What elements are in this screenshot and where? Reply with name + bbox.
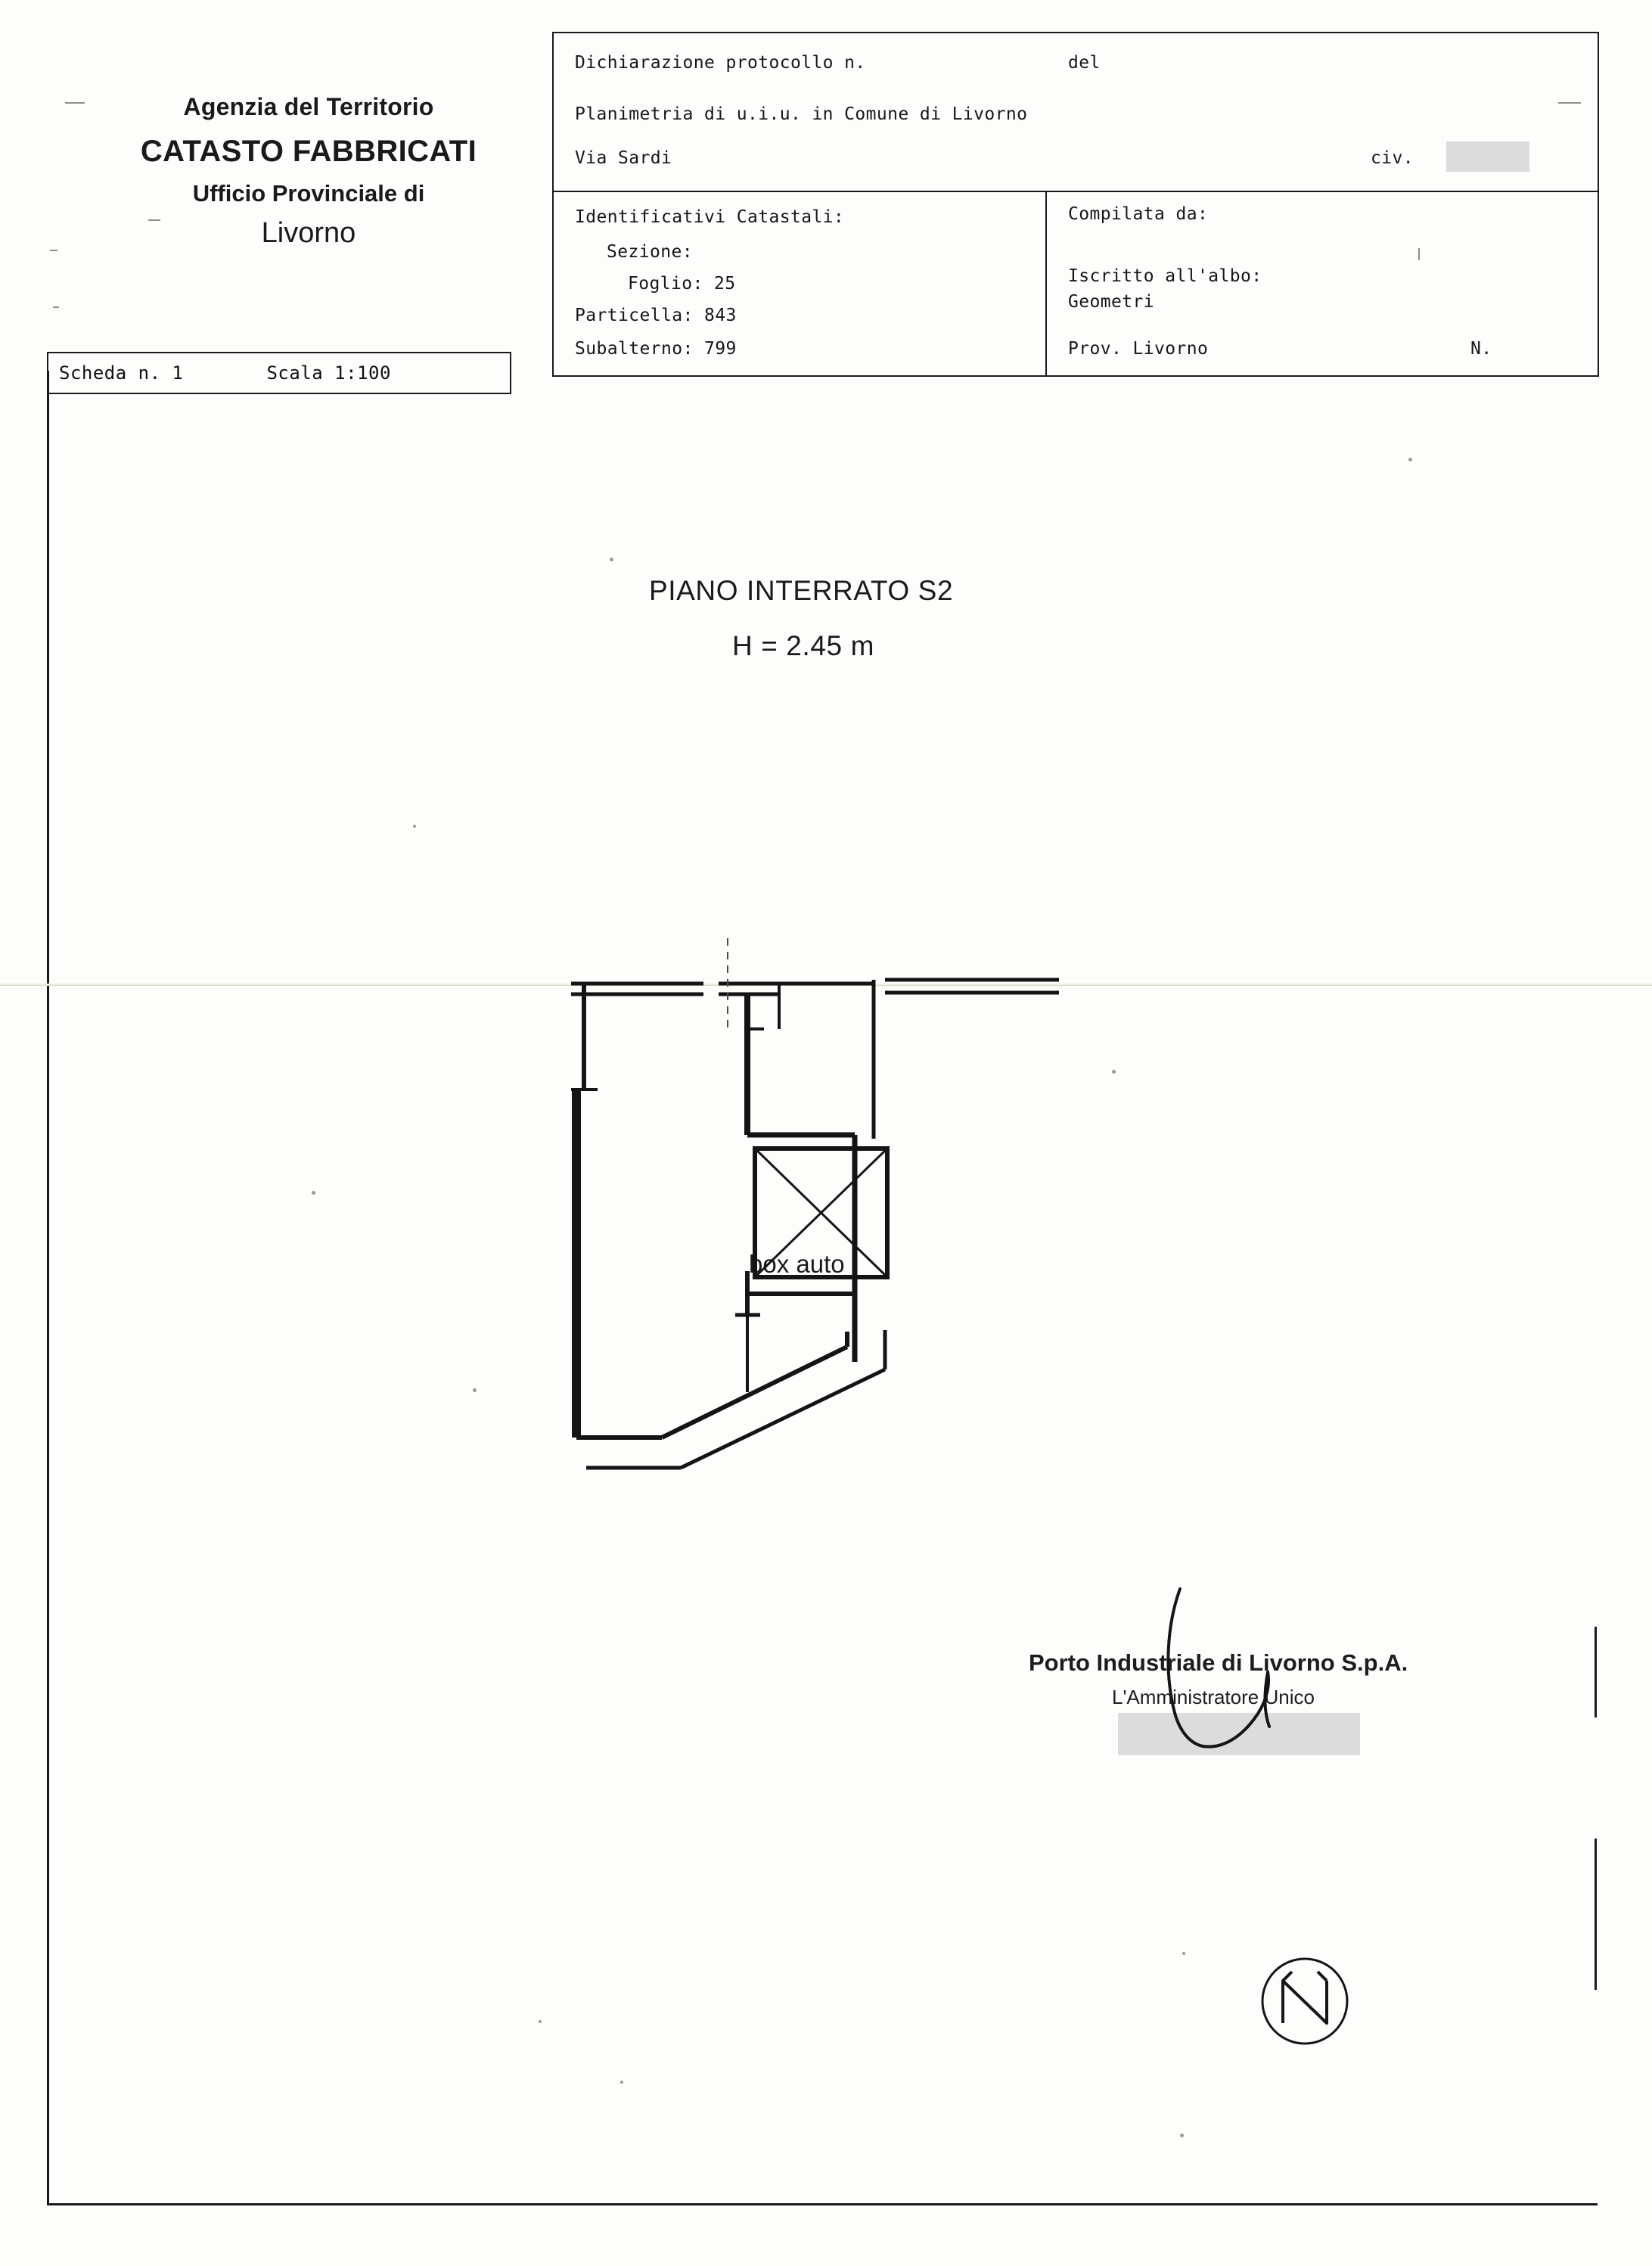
civic-label: civ.: [1371, 148, 1414, 168]
registry-number-label: N.: [1470, 339, 1492, 359]
scale-label: Scala 1:100: [266, 362, 391, 384]
floor-plan-drawing: [529, 938, 1286, 1589]
scan-speck: [610, 558, 613, 561]
protocol-date-label: del: [1068, 53, 1101, 73]
sheet-scale-box: [47, 352, 511, 394]
cadastral-particella: Particella: 843: [575, 306, 737, 325]
declaration-top-section: [554, 33, 1598, 192]
agency-office-label: Ufficio Provinciale di: [192, 180, 425, 207]
cadastral-title: Identificativi Catastali:: [575, 207, 845, 227]
frame-border-right-upper: [1595, 1627, 1597, 1717]
scan-speck: [65, 102, 85, 104]
room-label-box-auto: box auto: [749, 1250, 845, 1278]
frame-border-right-lower: [1595, 1839, 1597, 1990]
scan-speck: [53, 306, 59, 308]
compiled-by-title: Compilata da:: [1068, 204, 1209, 224]
compiled-by-section: [1047, 191, 1598, 375]
page-title: PIANO INTERRATO S2: [649, 575, 954, 606]
north-arrow-icon: [1248, 1944, 1362, 2058]
scan-speck: [620, 2081, 623, 2084]
declaration-table: [552, 32, 1599, 377]
cadastral-foglio: Foglio: 25: [628, 274, 736, 294]
scan-speck: [1180, 2134, 1184, 2137]
frame-border-left: [47, 371, 49, 2205]
agency-header: [82, 91, 536, 253]
agency-registry-title: CATASTO FABBRICATI: [140, 135, 477, 169]
scan-speck: [413, 825, 416, 828]
scan-speck: [312, 1191, 315, 1195]
registry-category: Geometri: [1068, 292, 1154, 312]
signatory-name-redaction: [1118, 1713, 1360, 1755]
planimetry-line: Planimetria di u.i.u. in Comune di Livorno: [575, 104, 1028, 124]
sheet-number-label: Scheda n. 1: [59, 362, 184, 384]
registry-province: Prov. Livorno: [1068, 339, 1209, 359]
agency-name: Agenzia del Territorio: [183, 93, 434, 120]
scan-speck: [1182, 1952, 1185, 1955]
scan-speck: [1418, 248, 1420, 260]
frame-border-bottom: [47, 2203, 1598, 2205]
scan-speck: [1408, 458, 1412, 462]
stamp-role: L'Amministratore Unico: [1112, 1686, 1315, 1708]
scan-speck: [473, 1388, 477, 1392]
ceiling-height-label: H = 2.45 m: [732, 630, 875, 661]
scan-speck: [50, 250, 57, 251]
scan-speck: [148, 219, 160, 221]
scan-speck: [539, 2020, 542, 2023]
agency-office-city: Livorno: [261, 217, 356, 250]
scan-speck: [1558, 102, 1581, 104]
cadastral-sezione: Sezione:: [607, 242, 693, 262]
scan-speck: [1112, 1070, 1116, 1074]
protocol-label: Dichiarazione protocollo n.: [575, 53, 866, 73]
address-label: Via Sardi: [575, 148, 672, 168]
stamp-company-name: Porto Industriale di Livorno S.p.A.: [1029, 1649, 1408, 1676]
cadastral-subalterno: Subalterno: 799: [575, 339, 737, 359]
civic-number-redaction: [1446, 141, 1529, 172]
registry-label: Iscritto all'albo:: [1068, 266, 1262, 286]
cadastral-identifiers-section: [554, 191, 1047, 375]
